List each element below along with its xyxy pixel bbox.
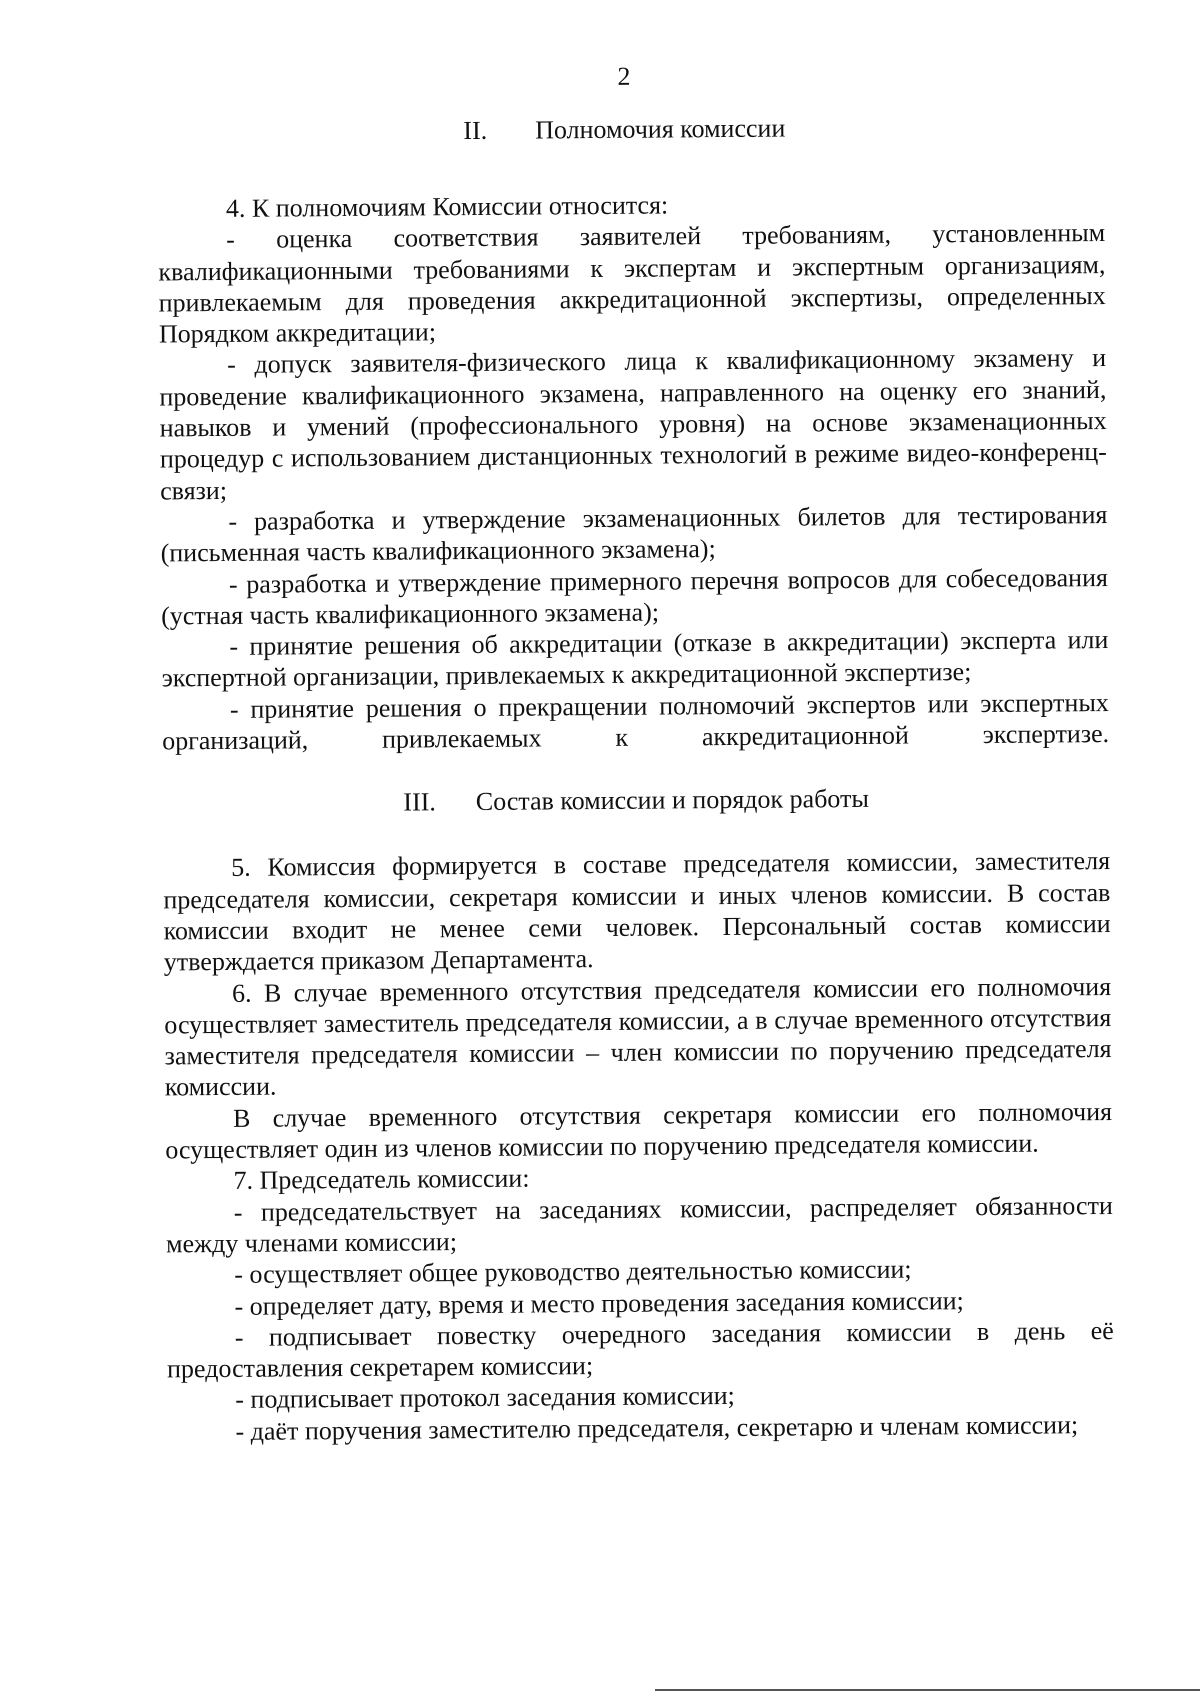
list-item: - подписывает протокол заседания комиссии; [235, 1381, 735, 1415]
list-item: - принятие решения об аккредитации (отказе в аккредитации) эксперта или экспертной организации, привлекаемых к аккредитационной экспертизе; [161, 625, 1109, 693]
section-2-title: Полномочия комиссии [535, 113, 786, 145]
document-body [158, 186, 1115, 1447]
scan-edge-line [655, 1689, 1200, 1691]
list-item: - принятие решения о прекращении полномочий экспертов или экспертных организаций, привлекаемых к аккредитационной экспертизе. [162, 687, 1110, 756]
list-item: - допуск заявителя-физического лица к квалификационному экзамену и проведение квалификационного экзамена, направленного на оценку его знаний, навыков и умений (профессионального уровня) на основе экзаменационных процедур с использованием дистанционных технологий в режиме видео-конференц-связи; [159, 343, 1108, 506]
section-3-title: Состав комиссии и порядок работы [475, 784, 869, 817]
page-number: 2 [617, 61, 631, 91]
list-item: - оценка соответствия заявителей требованиям, установленным квалификационными требованиями к экспертам и экспертным организациям, привлекаемым для проведения аккредитационной экспертизы, определенных Порядком аккредитации; [158, 218, 1106, 349]
list-item: - определяет дату, время и место проведения заседания комиссии; [234, 1285, 964, 1321]
paragraph: 6. В случае временного отсутствия председателя комиссии его полномочия осуществляет заместитель председателя комиссии, а в случае временного отсутствия заместителя председателя комиссии – член комиссии по поручению председателя комиссии. [164, 971, 1112, 1102]
list-item: - даёт поручения заместителю председателя, секретарю и членам комиссии; [235, 1409, 1079, 1446]
list-item: - разработка и утверждение примерного перечня вопросов для собеседования (устная часть квалификационного экзамена); [161, 562, 1108, 631]
list-item: - разработка и утверждение экзаменационных билетов для тестирования (письменная часть квалификационного экзамена); [160, 499, 1108, 568]
section-2-roman: II. [463, 115, 488, 146]
paragraph: 5. Комиссия формируется в составе председателя комиссии, заместителя председателя комиссии, секретаря комиссии и иных членов комиссии. В состав комиссии входит не менее семи человек. Персональный состав комиссии утверждается приказом Департамента. [163, 846, 1111, 977]
paragraph: В случае временного отсутствия секретаря комиссии его полномочия осуществляет один из членов комиссии по поручению председателя комиссии. [165, 1096, 1113, 1165]
paragraph: 4. К полномочиям Комиссии относится: [225, 190, 669, 223]
list-item: - осуществляет общее руководство деятельностью комиссии; [234, 1254, 912, 1290]
list-item: - председательствует на заседаниях комиссии, распределяет обязанности между членами комиссии; [165, 1190, 1113, 1259]
section-3-roman: III. [403, 787, 436, 817]
paragraph: 7. Председатель комиссии: [233, 1163, 530, 1196]
list-item: - подписывает повестку очередного заседания комиссии в день её предоставления секретарем комиссии; [166, 1315, 1114, 1384]
section-2-heading [0, 109, 1200, 151]
